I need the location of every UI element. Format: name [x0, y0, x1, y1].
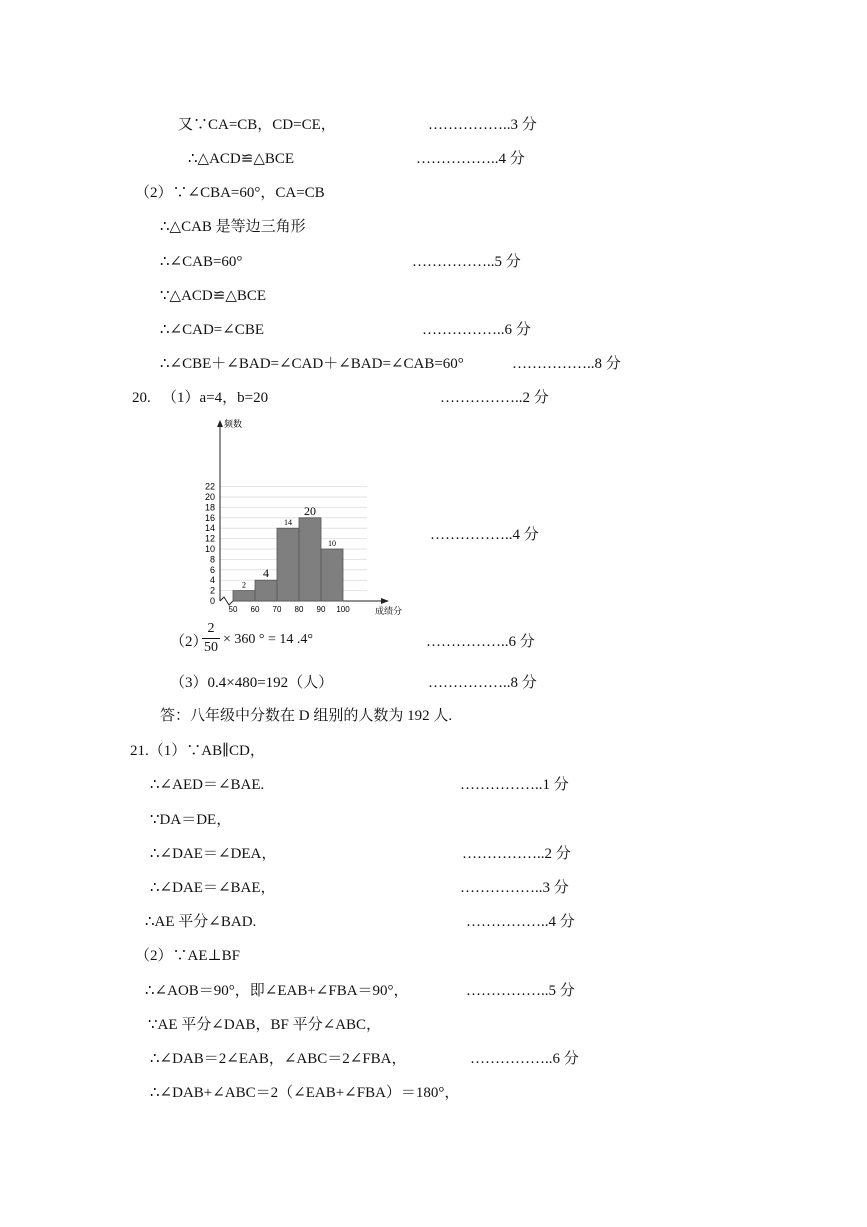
proof-line: 又∵CA=CB，CD=CE，	[178, 117, 336, 133]
x-tick-label: 70	[272, 605, 282, 614]
proof-line: （2）	[170, 634, 208, 650]
bar-data-label: 14	[284, 518, 292, 528]
histogram-bar	[321, 549, 343, 601]
question-21-line: 21.（1）∵AB∥CD，	[130, 743, 265, 759]
proof-line: （2）∵∠CBA=60°，CA=CB	[135, 185, 325, 201]
y-tick-label: 16	[204, 512, 215, 523]
proof-line: ∴∠AOB＝90°，即∠EAB+∠FBA＝90°，	[145, 983, 409, 999]
score-mark: ……………..6 分	[422, 322, 531, 338]
proof-line: ∵△ACD≌△BCE	[160, 288, 267, 304]
score-mark: ……………..2 分	[462, 846, 571, 862]
y-tick-label: 12	[204, 533, 215, 544]
proof-line: ∴∠DAB＝2∠EAB，∠ABC＝2∠FBA，	[150, 1051, 407, 1067]
x-tick-label: 90	[316, 605, 326, 614]
x-tick-label: 100	[336, 605, 350, 614]
fraction-numerator: 2	[207, 621, 215, 636]
bar-data-label: 20	[304, 503, 316, 518]
proof-line: ∵AE 平分∠DAB，BF 平分∠ABC，	[148, 1017, 382, 1033]
y-axis-label: 频数	[224, 420, 243, 430]
y-tick-label: 22	[204, 481, 215, 492]
y-axis-arrow	[217, 420, 223, 427]
x-tick-label: 80	[294, 605, 304, 614]
score-mark: ……………..4 分	[466, 914, 575, 930]
proof-line: （3）0.4×480=192（人）	[170, 675, 334, 691]
score-mark: ……………..6 分	[470, 1051, 579, 1067]
score-mark: ……………..3 分	[460, 880, 569, 896]
question-20-line: 20. （1）a=4，b=20	[132, 390, 269, 406]
histogram-bar	[277, 528, 299, 601]
histogram-bar	[299, 518, 321, 601]
proof-line: ∴△CAB 是等边三角形	[160, 219, 306, 235]
proof-line: ∴∠AED＝∠BAE.	[150, 777, 265, 793]
fraction-expression: × 360 ° = 14 .4°	[223, 632, 313, 647]
proof-line: ∴∠DAE＝∠DEA，	[150, 846, 277, 862]
x-tick-label: 60	[250, 605, 260, 614]
score-mark: ……………..6 分	[426, 634, 535, 650]
y-tick-label: 8	[209, 554, 215, 565]
y-tick-label: 0	[209, 596, 215, 606]
score-mark: ……………..1 分	[460, 777, 569, 793]
histogram-bar	[233, 591, 255, 601]
proof-line: （2）∵AE⊥BF	[135, 948, 240, 964]
y-tick-label: 10	[204, 544, 215, 554]
score-mark: ……………..3 分	[428, 117, 537, 133]
fraction-bar	[202, 638, 220, 639]
score-mark: ……………..8 分	[428, 675, 537, 691]
x-axis-label: 成绩分	[375, 607, 403, 617]
y-tick-label: 20	[204, 492, 215, 502]
score-mark: ……………..4 分	[416, 151, 525, 167]
fraction	[202, 621, 220, 656]
proof-line: ∴∠DAE＝∠BAE，	[150, 880, 276, 896]
y-tick-label: 6	[209, 564, 215, 575]
x-axis-arrow	[381, 598, 389, 604]
answer-line: 答：八年级中分数在 D 组别的人数为 192 人.	[160, 708, 453, 724]
y-tick-label: 18	[204, 502, 215, 513]
score-mark: ……………..8 分	[512, 356, 621, 372]
fraction-denominator: 50	[204, 640, 218, 655]
histogram-chart	[195, 415, 410, 620]
proof-line: ∴∠CBE＋∠BAD=∠CAD＋∠BAD=∠CAB=60°	[160, 356, 464, 372]
proof-line: ∴∠DAB+∠ABC＝2（∠EAB+∠FBA）＝180°，	[150, 1085, 460, 1101]
y-tick-label: 14	[204, 523, 215, 534]
bar-data-label: 4	[263, 566, 269, 581]
score-mark: ……………..4 分	[430, 527, 539, 543]
histogram-bar	[255, 580, 277, 601]
bar-data-label: 2	[242, 580, 246, 590]
y-tick-label: 2	[209, 585, 215, 596]
y-tick-label: 4	[209, 575, 215, 586]
proof-line: ∴AE 平分∠BAD.	[145, 914, 257, 930]
x-tick-label: 50	[228, 605, 238, 614]
score-mark: ……………..2 分	[440, 390, 549, 406]
proof-line: ∴△ACD≌△BCE	[188, 151, 295, 167]
proof-line: ∵DA＝DE，	[150, 812, 232, 828]
score-mark: ……………..5 分	[412, 254, 521, 270]
bar-data-label: 10	[328, 539, 336, 548]
score-mark: ……………..5 分	[466, 983, 575, 999]
proof-line: ∴∠CAB=60°	[160, 254, 243, 270]
proof-line: ∴∠CAD=∠CBE	[160, 322, 264, 338]
